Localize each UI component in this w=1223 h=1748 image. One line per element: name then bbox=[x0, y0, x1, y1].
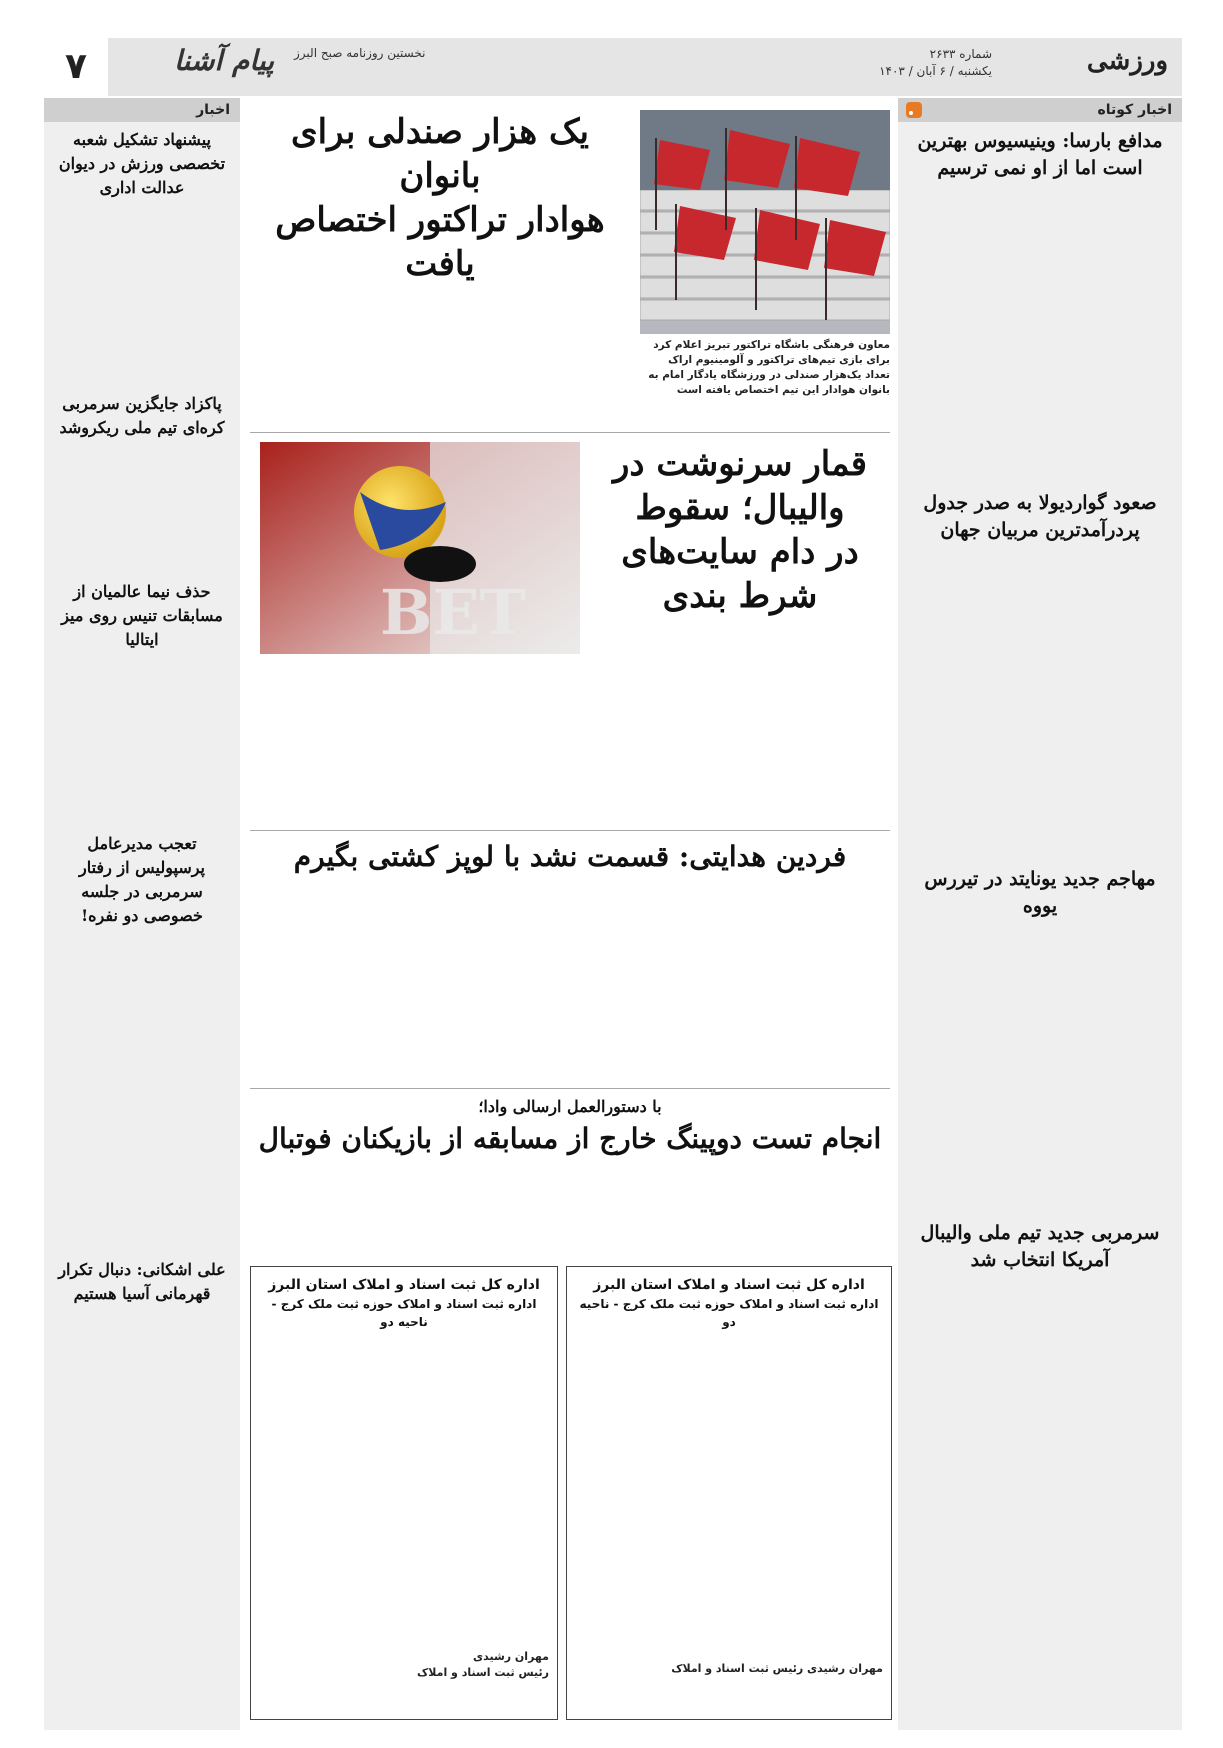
article-body bbox=[912, 186, 1168, 482]
doping-story-body bbox=[260, 1166, 880, 1258]
article-headline: صعود گواردیولا به صدر جدول پردرآمدترین مربیان جهان bbox=[923, 492, 1157, 541]
photo-caption: معاون فرهنگی باشگاه تراکتور تبریز اعلام کرد برای بازی تیم‌های تراکتور و آلومینیوم اراک تعداد یک‌هزار صندلی در ورزشگاه یادگار امام به بانوان هوادار این تیم اختصاص یافته است bbox=[648, 339, 890, 396]
article-headline: مهاجم جدید یونایتد در تیررس یووه bbox=[924, 868, 1156, 917]
article-body bbox=[912, 1278, 1168, 1718]
rss-icon bbox=[906, 102, 922, 118]
issue-date: یکشنبه / ۶ آبان / ۱۴۰۳ bbox=[879, 64, 992, 78]
notice-title: اداره کل ثبت اسناد و املاک استان البرز bbox=[268, 1277, 540, 1293]
paper-tagline: نخستین روزنامه صبح البرز bbox=[294, 46, 426, 60]
article-body bbox=[52, 636, 232, 820]
top-story-body bbox=[250, 210, 630, 420]
right-column-header: اخبار کوتاه bbox=[898, 98, 1182, 122]
notice-signer: مهران رشیدی رئیس ثبت اسناد و املاک bbox=[671, 1662, 883, 1675]
issue-info bbox=[879, 46, 992, 80]
notice-body bbox=[575, 1337, 883, 1637]
divider bbox=[250, 830, 890, 831]
top-story-headline: یک هزار صندلی برای بانوان هوادار تراکتور اختصاص یافت bbox=[275, 112, 605, 284]
legal-notice bbox=[566, 1266, 892, 1720]
page-number: ۷ bbox=[44, 38, 108, 96]
article-headline: پیشنهاد تشکیل شعبه تخصصی ورزش در دیوان عدالت اداری bbox=[58, 130, 226, 197]
notice-signer: مهران رشیدی bbox=[473, 1650, 549, 1663]
notice-subtitle: اداره ثبت اسناد و املاک حوزه ثبت ملک کرج - ناحیه دو bbox=[579, 1297, 879, 1329]
doping-story-kicker: با دستورالعمل ارسالی وادا؛ bbox=[478, 1097, 662, 1116]
notice-signer-title: رئیس ثبت اسناد و املاک bbox=[417, 1666, 549, 1679]
divider bbox=[250, 432, 890, 433]
notice-subtitle: اداره ثبت اسناد و املاک حوزه ثبت ملک کرج - ناحیه دو bbox=[271, 1297, 537, 1329]
article-headline: حذف نیما عالمیان از مسابقات تنیس روی میز ایتالیا bbox=[61, 582, 223, 649]
article-body bbox=[912, 548, 1168, 856]
article-body bbox=[52, 208, 232, 384]
stadium-photo bbox=[640, 110, 890, 334]
masthead bbox=[44, 38, 1182, 96]
volleyball-story-body bbox=[260, 660, 580, 820]
article-headline: پاکزاد جایگزین سرمربی کره‌ای تیم ملی ریکروشد bbox=[59, 394, 225, 437]
article-headline: تعجب مدیرعامل پرسپولیس از رفتار سرمربی در جلسه خصوصی دو نفره! bbox=[79, 834, 205, 925]
article-headline: سرمربی جدید تیم ملی والیبال آمریکا انتخاب شد bbox=[920, 1222, 1160, 1271]
wrestling-story-headline: فردین هدایتی: قسمت نشد با لوپز کشتی بگیرم bbox=[293, 840, 847, 873]
article-body bbox=[52, 1320, 232, 1720]
article-body bbox=[52, 454, 232, 570]
notice-body bbox=[259, 1337, 549, 1627]
left-column-header: اخبار bbox=[44, 98, 240, 122]
volleyball-story-body bbox=[590, 530, 890, 820]
legal-notice bbox=[250, 1266, 558, 1720]
article-headline: مدافع بارسا: وینیسیوس بهترین است اما از او نمی ترسیم bbox=[917, 130, 1163, 179]
notice-title: اداره کل ثبت اسناد و املاک استان البرز bbox=[593, 1277, 865, 1293]
article-body bbox=[52, 914, 232, 1244]
bet-graphic-text: BET bbox=[380, 576, 526, 649]
article-headline: علی اشکانی: دنبال تکرار قهرمانی آسیا هستیم bbox=[58, 1260, 226, 1303]
divider bbox=[250, 1088, 890, 1089]
section-title: ورزشی bbox=[1086, 46, 1168, 76]
doping-story-headline: انجام تست دوپینگ خارج از مسابقه از بازیکنان فوتبال bbox=[258, 1122, 882, 1155]
issue-number: شماره ۲۶۳۳ bbox=[929, 47, 992, 61]
wrestling-story-body bbox=[260, 880, 880, 1080]
volleyball-story-headline: قمار سرنوشت در والیبال؛ سقوط در دام سایت‌های شرط بندی bbox=[612, 444, 868, 616]
paper-logo: پیام آشنا bbox=[174, 44, 275, 77]
volleyball-bet-image bbox=[260, 442, 580, 654]
article-body bbox=[912, 896, 1168, 1212]
